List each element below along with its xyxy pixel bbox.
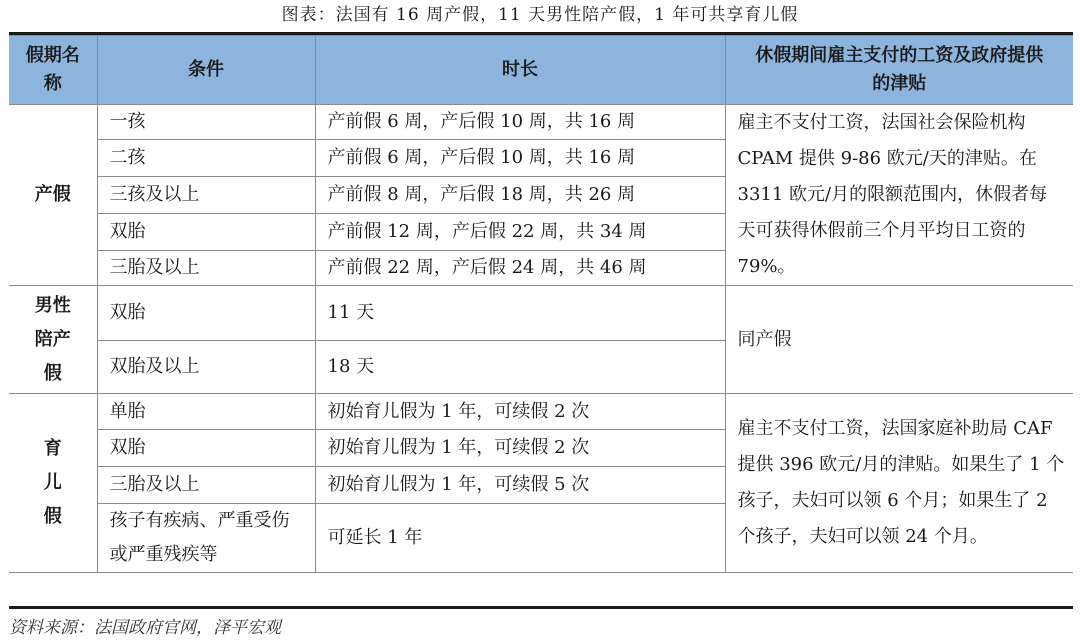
parental-subsidy: 雇主不支付工资，法国家庭补助局 CAF 提供 396 欧元/月的津贴。如果生了 1 个孩子，夫妇可以领 6 个月；如果生了 2 个孩子，夫妇可以领 24 个月。	[725, 394, 1073, 573]
bottom-rule	[9, 606, 1073, 609]
condition-cell: 双胎	[97, 430, 315, 467]
header-subsidy: 休假期间雇主支付的工资及政府提供的津贴	[725, 36, 1073, 105]
condition-cell: 二孩	[97, 140, 315, 177]
header-condition: 条件	[97, 36, 315, 105]
table-row	[9, 394, 1073, 430]
leave-table-wrapper	[9, 32, 1073, 573]
leave-table	[9, 35, 1073, 573]
header-name: 假期名称	[9, 36, 97, 105]
parental-label: 育儿假	[9, 394, 97, 573]
duration-cell: 11 天	[315, 286, 725, 341]
condition-cell: 三胎及以上	[97, 251, 315, 286]
paternity-subsidy: 同产假	[725, 286, 1073, 394]
duration-cell: 初始育儿假为 1 年，可续假 5 次	[315, 467, 725, 504]
duration-cell: 初始育儿假为 1 年，可续假 2 次	[315, 394, 725, 430]
duration-cell: 产前假 22 周，产后假 24 周，共 46 周	[315, 251, 725, 286]
duration-cell: 产前假 8 周，产后假 18 周，共 26 周	[315, 177, 725, 214]
paternity-label: 男性陪产假	[9, 286, 97, 394]
condition-cell: 孩子有疾病、严重受伤或严重残疾等	[97, 504, 315, 573]
header-duration: 时长	[315, 36, 725, 105]
table-caption: 图表：法国有 16 周产假，11 天男性陪产假，1 年可共享育儿假	[281, 5, 799, 25]
condition-cell: 双胎	[97, 286, 315, 341]
condition-cell: 双胎	[97, 214, 315, 251]
condition-cell: 一孩	[97, 105, 315, 140]
condition-cell: 双胎及以上	[97, 341, 315, 394]
duration-cell: 初始育儿假为 1 年，可续假 2 次	[315, 430, 725, 467]
duration-cell: 产前假 12 周，产后假 22 周，共 34 周	[315, 214, 725, 251]
condition-cell: 三胎及以上	[97, 467, 315, 504]
maternity-label: 产假	[9, 105, 97, 286]
duration-cell: 可延长 1 年	[315, 504, 725, 573]
header-row	[9, 36, 1073, 105]
duration-cell: 产前假 6 周，产后假 10 周，共 16 周	[315, 140, 725, 177]
maternity-subsidy: 雇主不支付工资，法国社会保险机构 CPAM 提供 9-86 欧元/天的津贴。在 3311 欧元/月的限额范围内，休假者每天可获得休假前三个月平均日工资的 79%。	[725, 105, 1073, 286]
condition-cell: 三孩及以上	[97, 177, 315, 214]
table-row	[9, 286, 1073, 341]
source-note: 资料来源：法国政府官网，泽平宏观	[9, 618, 281, 638]
condition-cell: 单胎	[97, 394, 315, 430]
duration-cell: 18 天	[315, 341, 725, 394]
duration-cell: 产前假 6 周，产后假 10 周，共 16 周	[315, 105, 725, 140]
table-row	[9, 105, 1073, 140]
